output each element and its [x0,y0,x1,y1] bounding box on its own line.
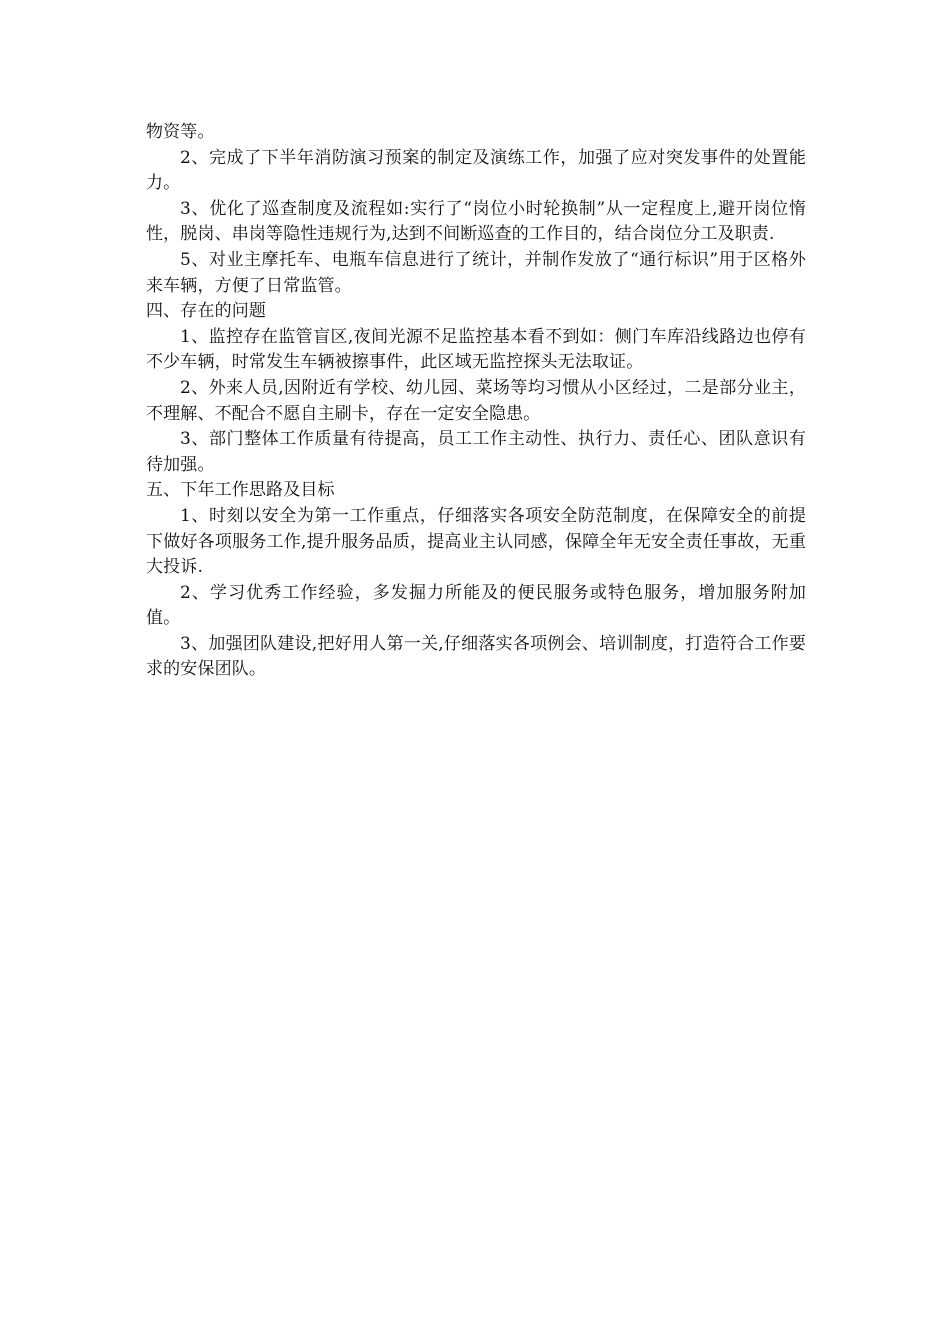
section-heading-problems: 四、存在的问题 [146,301,267,322]
paragraph-continuation: 物资等。 [146,122,215,142]
paragraph-plan-team: 3、加强团队建设,把好用人第一关,仔细落实各项例会、培训制度，打造符合工作要求的安保团队。 [146,633,806,680]
paragraph-problem-visitors: 2、外来人员,因附近有学校、幼儿园、菜场等均习惯从小区经过，二是部分业主，不理解、不配合不愿自主刷卡，存在一定安全隐患。 [146,377,806,424]
paragraph-problem-monitoring: 1、监控存在监管盲区,夜间光源不足监控基本看不到如：侧门车库沿线路边也停有不少车辆，时常发生车辆被擦事件，此区域无监控探头无法取证。 [146,326,806,373]
section-heading-plans: 五、下年工作思路及目标 [146,480,335,501]
paragraph-item-patrol: 3、优化了巡查制度及流程如:实行了“岗位小时轮换制”从一定程度上,避开岗位惰性，脱岗、串岗等隐性违规行为,达到不间断巡查的工作目的，结合岗位分工及职责. [146,198,806,245]
document-body [146,120,806,683]
paragraph-plan-learning: 2、学习优秀工作经验，多发掘力所能及的便民服务或特色服务，增加服务附加值。 [146,582,806,629]
paragraph-plan-safety: 1、时刻以安全为第一工作重点，仔细落实各项安全防范制度，在保障安全的前提下做好各项服务工作,提升服务品质，提高业主认同感，保障全年无安全责任事故，无重大投诉. [146,505,806,578]
paragraph-problem-quality: 3、部门整体工作质量有待提高，员工工作主动性、执行力、责任心、团队意识有待加强。 [146,429,806,475]
paragraph-item-fire-drill: 2、完成了下半年消防演习预案的制定及演练工作，加强了应对突发事件的处置能力。 [146,147,806,194]
paragraph-item-vehicles: 5、对业主摩托车、电瓶车信息进行了统计，并制作发放了“通行标识”用于区格外来车辆，方便了日常监管。 [146,249,806,296]
